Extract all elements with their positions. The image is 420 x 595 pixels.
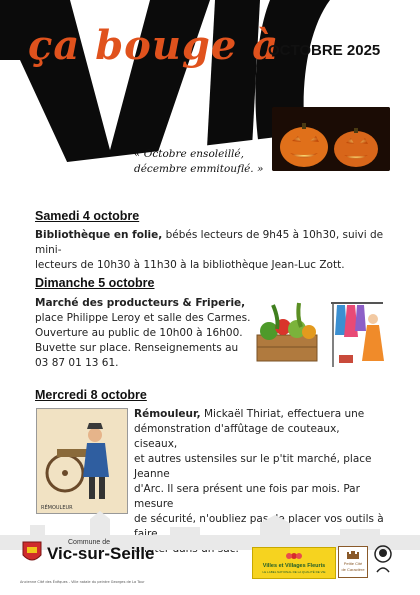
villes-fleuries-subtitle: LE LABEL NATIONAL DE LA QUALITÉ DE VIE	[262, 570, 326, 574]
event-date-3: Mercredi 8 octobre	[35, 388, 147, 402]
friperie-image	[327, 295, 387, 370]
event-date-1: Samedi 4 octobre	[35, 209, 140, 223]
event-title-2: Marché des producteurs & Friperie,	[35, 297, 246, 309]
petite-cite-line-1: Petite Cité	[343, 561, 363, 566]
coat-of-arms-icon	[22, 541, 42, 565]
remouleur-image	[36, 408, 128, 514]
proverb-quote	[134, 147, 294, 177]
event-description-1: Bibliothèque en folie, bébés lecteurs de 9h45 à 10h30, suivi de mini- lecteurs de 10h30 à 11h30 à la bibliothèque Jean-Luc Zott.	[35, 229, 384, 271]
quote-line-1: « Octobre ensoleillé,	[134, 148, 244, 160]
villes-fleuries-logo	[252, 547, 336, 579]
commune-label: Commune de	[68, 539, 111, 546]
petite-cite-line-2: de Caractère	[341, 567, 365, 572]
flower-icon	[286, 550, 302, 562]
event-title-1: Bibliothèque en folie,	[35, 229, 163, 241]
event-description-3: Rémouleur, Mickaël Thiriat, effectuera une démonstration d'affûtage de couteaux, ciseaux, et autres ustensiles sur le p'tit marché, place Jeanne d'Arc. Il sera présent une fois par mois. Par mesure de sécurité, n'oubliez pas de placer vos outils à faire	[134, 408, 384, 540]
town-tagline: Ancienne Cité des Évêques - Ville natale du peintre Georges de La Tour	[20, 580, 145, 584]
quote-line-2: décembre emmitouflé. »	[134, 163, 264, 175]
event-date-2: Dimanche 5 octobre	[35, 276, 155, 290]
event-description-2: Marché des producteurs & Friperie, place Philippe Leroy et salle des Carmes. Ouverture au public de 10h00 à 16h00. Buvette sur place. Renseignements au 03 87 01 13 61.	[35, 296, 255, 371]
petite-cite-logo	[338, 546, 368, 578]
castle-icon	[346, 549, 360, 559]
portrait-seal-icon	[373, 544, 393, 576]
event-title-3: Rémouleur,	[134, 408, 201, 420]
remouleur-caption: RÉMOULEUR	[41, 505, 73, 511]
villes-fleuries-title: Villes et Villages Fleuris	[262, 563, 326, 569]
town-name: Vic-sur-Seille	[47, 544, 155, 563]
vegetables-image	[251, 295, 323, 367]
page-title: ça bouge à	[28, 22, 280, 69]
month-label: OCTOBRE 2025	[268, 42, 381, 59]
